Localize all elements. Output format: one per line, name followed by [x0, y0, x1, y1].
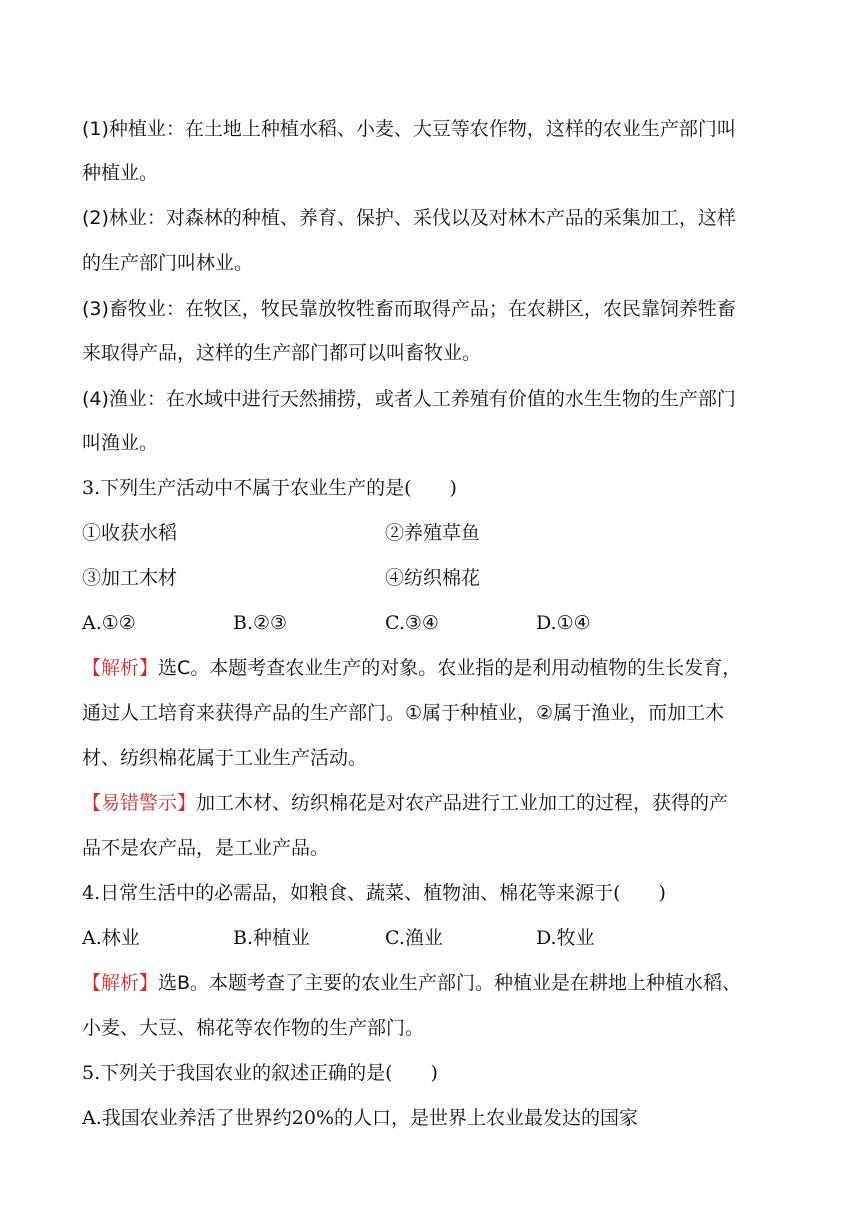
paragraph-fishery-line2: 叫渔业。: [82, 432, 159, 454]
question-3-option-d: D.①④: [536, 612, 591, 634]
question-3-warning-line1: [82, 791, 728, 815]
question-3-item-2: ②养殖草鱼: [385, 522, 481, 544]
question-5-stem: 5.下列关于我国农业的叙述正确的是( ): [82, 1062, 438, 1084]
question-4-analysis-line2: 小麦、大豆、棉花等农作物的生产部门。: [82, 1017, 425, 1039]
question-4-option-a: A.林业: [82, 927, 140, 949]
paragraph-husbandry-line2: 来取得产品，这样的生产部门都可以叫畜牧业。: [82, 342, 482, 364]
question-4-analysis-line1: [82, 971, 741, 995]
warning-text: 加工木材、纺织棉花是对农产品进行工业加工的过程，获得的产: [196, 792, 729, 814]
question-3-analysis-line2: 通过人工培育来获得产品的生产部门。①属于种植业，②属于渔业，而加工木: [82, 702, 725, 724]
warning-tag: 【易错警示】: [82, 792, 197, 814]
question-3-item-1: ①收获水稻: [82, 522, 178, 544]
analysis-tag: 【解析】: [82, 657, 159, 679]
question-3-item-3: ③加工木材: [82, 567, 178, 589]
paragraph-forestry-line2: 的生产部门叫林业。: [82, 252, 254, 274]
paragraph-forestry-line1: (2)林业：对森林的种植、养育、保护、采伐以及对林木产品的采集加工，这样: [82, 207, 736, 229]
question-4-stem: 4.日常生活中的必需品，如粮食、蔬菜、植物油、棉花等来源于( ): [82, 882, 666, 904]
paragraph-fishery-line1: (4)渔业：在水域中进行天然捕捞，或者人工养殖有价值的水生生物的生产部门: [82, 388, 736, 410]
question-5-option-a: A.我国农业养活了世界约20%的人口，是世界上农业最发达的国家: [82, 1107, 638, 1129]
analysis-tag: 【解析】: [82, 972, 159, 994]
question-3-analysis-line3: 材、纺织棉花属于工业生产活动。: [82, 747, 368, 769]
question-3-warning-line2: 品不是农产品，是工业产品。: [82, 837, 330, 859]
question-3-item-4: ④纺织棉花: [385, 567, 481, 589]
question-3-option-b: B.②③: [233, 612, 288, 634]
question-3-analysis-line1: [82, 656, 741, 680]
question-3-stem: 3.下列生产活动中不属于农业生产的是( ): [82, 477, 457, 499]
paragraph-planting-line1: (1)种植业：在土地上种植水稻、小麦、大豆等农作物，这样的农业生产部门叫: [82, 118, 736, 140]
question-4-option-b: B.种植业: [233, 927, 311, 949]
paragraph-planting-line2: 种植业。: [82, 162, 159, 184]
question-3-option-a: A.①②: [82, 612, 136, 634]
analysis-text: 选B。本题考查了主要的农业生产部门。种植业是在耕地上种植水稻、: [158, 972, 742, 994]
paragraph-husbandry-line1: (3)畜牧业：在牧区，牧民靠放牧牲畜而取得产品；在农耕区，农民靠饲养牲畜: [82, 298, 736, 320]
question-3-option-c: C.③④: [385, 612, 439, 634]
question-4-option-c: C.渔业: [385, 927, 443, 949]
question-4-option-d: D.牧业: [536, 927, 595, 949]
analysis-text: 选C。本题考查农业生产的对象。农业指的是利用动植物的生长发育，: [158, 657, 742, 679]
